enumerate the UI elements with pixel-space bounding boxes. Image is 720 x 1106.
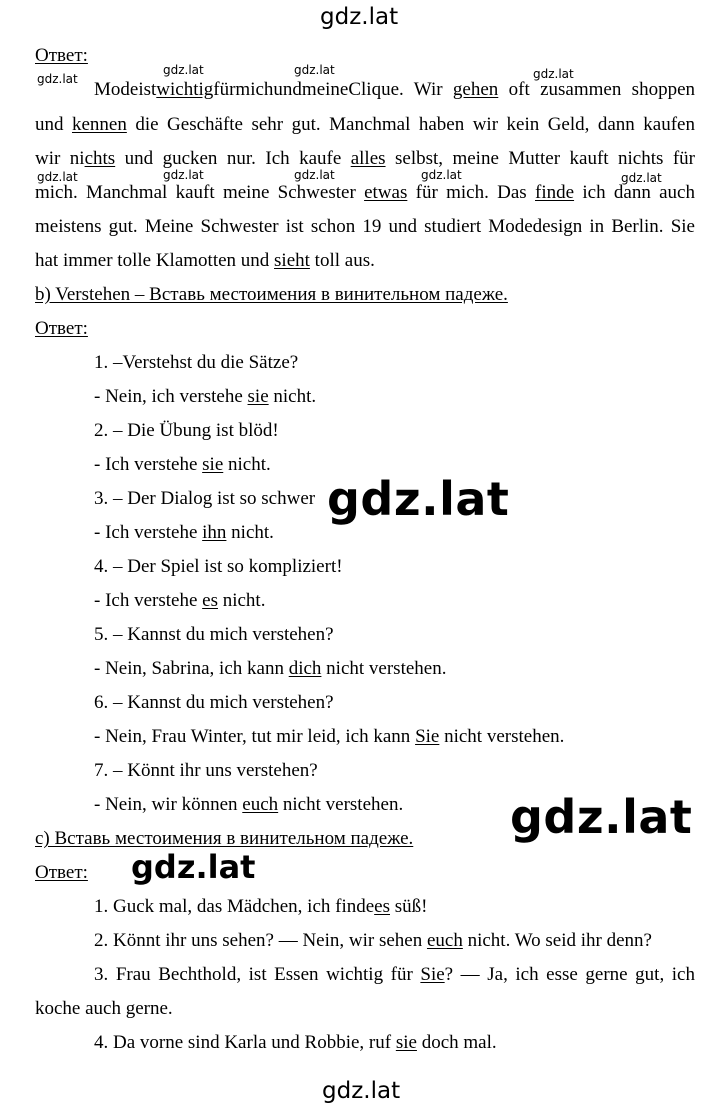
- underlined-word: sieht: [274, 250, 310, 271]
- underlined-word: euch: [242, 794, 279, 815]
- underlined-word: Sie: [420, 964, 445, 985]
- paragraph-line: [35, 251, 375, 270]
- text: oft zusammen shoppen: [498, 79, 696, 100]
- underlined-word: gehen: [452, 79, 499, 100]
- text: und: [35, 114, 72, 135]
- answer-label-text: Ответ:: [35, 318, 88, 339]
- underlined-word: dich: [288, 658, 322, 679]
- text: fürmichundmeineClique. Wir: [213, 79, 453, 100]
- watermark-small: gdz.lat: [621, 171, 662, 185]
- exercise-answer: [0, 795, 720, 814]
- answer-label: [0, 863, 720, 882]
- underlined-word: etwas: [364, 182, 408, 203]
- text: nicht.: [217, 590, 266, 611]
- underlined-word: alles: [350, 148, 386, 169]
- watermark-small: gdz.lat: [294, 63, 335, 77]
- text: Modeist: [94, 79, 157, 100]
- exercise-item: [0, 897, 720, 916]
- section-c-title-text: c) Вставь местоимения в винительном падеже.: [35, 828, 414, 849]
- text: - Nein, Frau Winter, tut mir leid, ich kann: [94, 726, 416, 747]
- paragraph-line: [35, 115, 695, 134]
- underlined-word: sie: [247, 386, 269, 407]
- text: für mich. Das: [407, 182, 536, 203]
- question-text: 6. – Kannst du mich verstehen?: [94, 692, 334, 713]
- watermark-top: gdz.lat: [320, 4, 399, 30]
- watermark-bottom: gdz.lat: [322, 1078, 401, 1104]
- question-text: 3. – Der Dialog ist so schwer: [94, 488, 316, 509]
- text: ich dann auch: [574, 182, 695, 203]
- paragraph-line: [35, 149, 695, 168]
- text: nicht.: [223, 454, 271, 475]
- paragraph-line: [35, 183, 695, 202]
- text: nicht.: [226, 522, 274, 543]
- text: nicht verstehen.: [321, 658, 447, 679]
- underlined-word: Sie: [415, 726, 440, 747]
- watermark-small: gdz.lat: [37, 170, 78, 184]
- underlined-word: kennen: [71, 114, 127, 135]
- text: - Ich verstehe: [94, 590, 203, 611]
- text: selbst, meine Mutter kauft nichts für: [385, 148, 695, 169]
- watermark-big: gdz.lat: [327, 472, 510, 526]
- exercise-question: [0, 625, 720, 644]
- text: koche auch gerne.: [35, 998, 173, 1019]
- text: - Nein, ich verstehe: [94, 386, 248, 407]
- exercise-question: [0, 761, 720, 780]
- exercise-answer: [0, 523, 720, 542]
- text: meistens gut. Meine Schwester ist schon 19 und studiert Modedesign in Berlin. Sie: [35, 216, 695, 237]
- paragraph-line: [94, 80, 695, 99]
- question-text: 7. – Könnt ihr uns verstehen?: [94, 760, 318, 781]
- underlined-word: es: [202, 590, 218, 611]
- section-b-title-text: b) Verstehen – Вставь местоимения в винительном падеже.: [35, 284, 508, 305]
- text: 1. Guck mal, das Mädchen, ich finde: [94, 896, 375, 917]
- text: toll aus.: [309, 250, 375, 271]
- text: nicht verstehen.: [278, 794, 404, 815]
- answer-label: [0, 46, 720, 65]
- underlined-word: euch: [426, 930, 463, 951]
- watermark-big: gdz.lat: [510, 790, 693, 844]
- question-text: 4. – Der Spiel ist so kompliziert!: [94, 556, 343, 577]
- text: hat immer tolle Klamotten und: [35, 250, 275, 271]
- text: nicht.: [268, 386, 317, 407]
- text: ? — Ja, ich esse gerne gut, ich: [444, 964, 695, 985]
- watermark-small: gdz.lat: [294, 168, 335, 182]
- text: mich. Manchmal kauft meine Schwester: [35, 182, 365, 203]
- exercise-question: [0, 557, 720, 576]
- watermark-small: gdz.lat: [163, 63, 204, 77]
- watermark-small: gdz.lat: [37, 72, 78, 86]
- text: doch mal.: [416, 1032, 497, 1053]
- underlined-word: sie: [202, 454, 224, 475]
- exercise-question: [0, 353, 720, 372]
- underlined-word: finde: [535, 182, 575, 203]
- text: nicht verstehen.: [439, 726, 565, 747]
- watermark-small: gdz.lat: [163, 168, 204, 182]
- answer-label-text: Ответ:: [35, 862, 88, 883]
- exercise-question: [0, 693, 720, 712]
- underlined-word: sie: [395, 1032, 417, 1053]
- question-text: 1. –Verstehst du die Sätze?: [94, 352, 299, 373]
- answer-label: [0, 319, 720, 338]
- exercise-question: [0, 489, 720, 508]
- text: 2. Könnt ihr uns sehen? — Nein, wir sehen: [94, 930, 427, 951]
- paragraph-line: [35, 217, 695, 236]
- text: wir ni: [35, 148, 85, 169]
- exercise-item: [94, 965, 695, 984]
- text: nicht. Wo seid ihr denn?: [462, 930, 652, 951]
- watermark-mid: gdz.lat: [131, 848, 256, 886]
- text: und gucken nur. Ich kaufe: [115, 148, 351, 169]
- exercise-answer: [0, 591, 720, 610]
- text: die Geschäfte sehr gut. Manchmal haben wir kein Geld, dann kaufen: [126, 114, 695, 135]
- watermark-small: gdz.lat: [421, 168, 462, 182]
- text: 4. Da vorne sind Karla und Robbie, ruf: [94, 1032, 396, 1053]
- exercise-question: [0, 421, 720, 440]
- exercise-item: [0, 931, 720, 950]
- section-b-title: [0, 285, 720, 304]
- underlined-word: es: [374, 896, 390, 917]
- exercise-item: [0, 1033, 720, 1052]
- underlined-word: wichtig: [156, 79, 214, 100]
- section-c-title: [0, 829, 720, 848]
- text: - Ich verstehe: [94, 522, 203, 543]
- text: 3. Frau Bechthold, ist Essen wichtig für: [94, 964, 421, 985]
- exercise-answer: [0, 727, 720, 746]
- underlined-word: ihn: [202, 522, 227, 543]
- answer-label-text: Ответ:: [35, 45, 88, 66]
- question-text: 2. – Die Übung ist blöd!: [94, 420, 279, 441]
- text: süß!: [390, 896, 428, 917]
- exercise-answer: [0, 387, 720, 406]
- text: - Nein, wir können: [94, 794, 243, 815]
- text: - Ich verstehe: [94, 454, 203, 475]
- text: - Nein, Sabrina, ich kann: [94, 658, 289, 679]
- exercise-item-continuation: [0, 999, 720, 1018]
- exercise-answer: [0, 455, 720, 474]
- question-text: 5. – Kannst du mich verstehen?: [94, 624, 334, 645]
- underlined-word: chts: [84, 148, 116, 169]
- watermark-small: gdz.lat: [533, 67, 574, 81]
- exercise-answer: [0, 659, 720, 678]
